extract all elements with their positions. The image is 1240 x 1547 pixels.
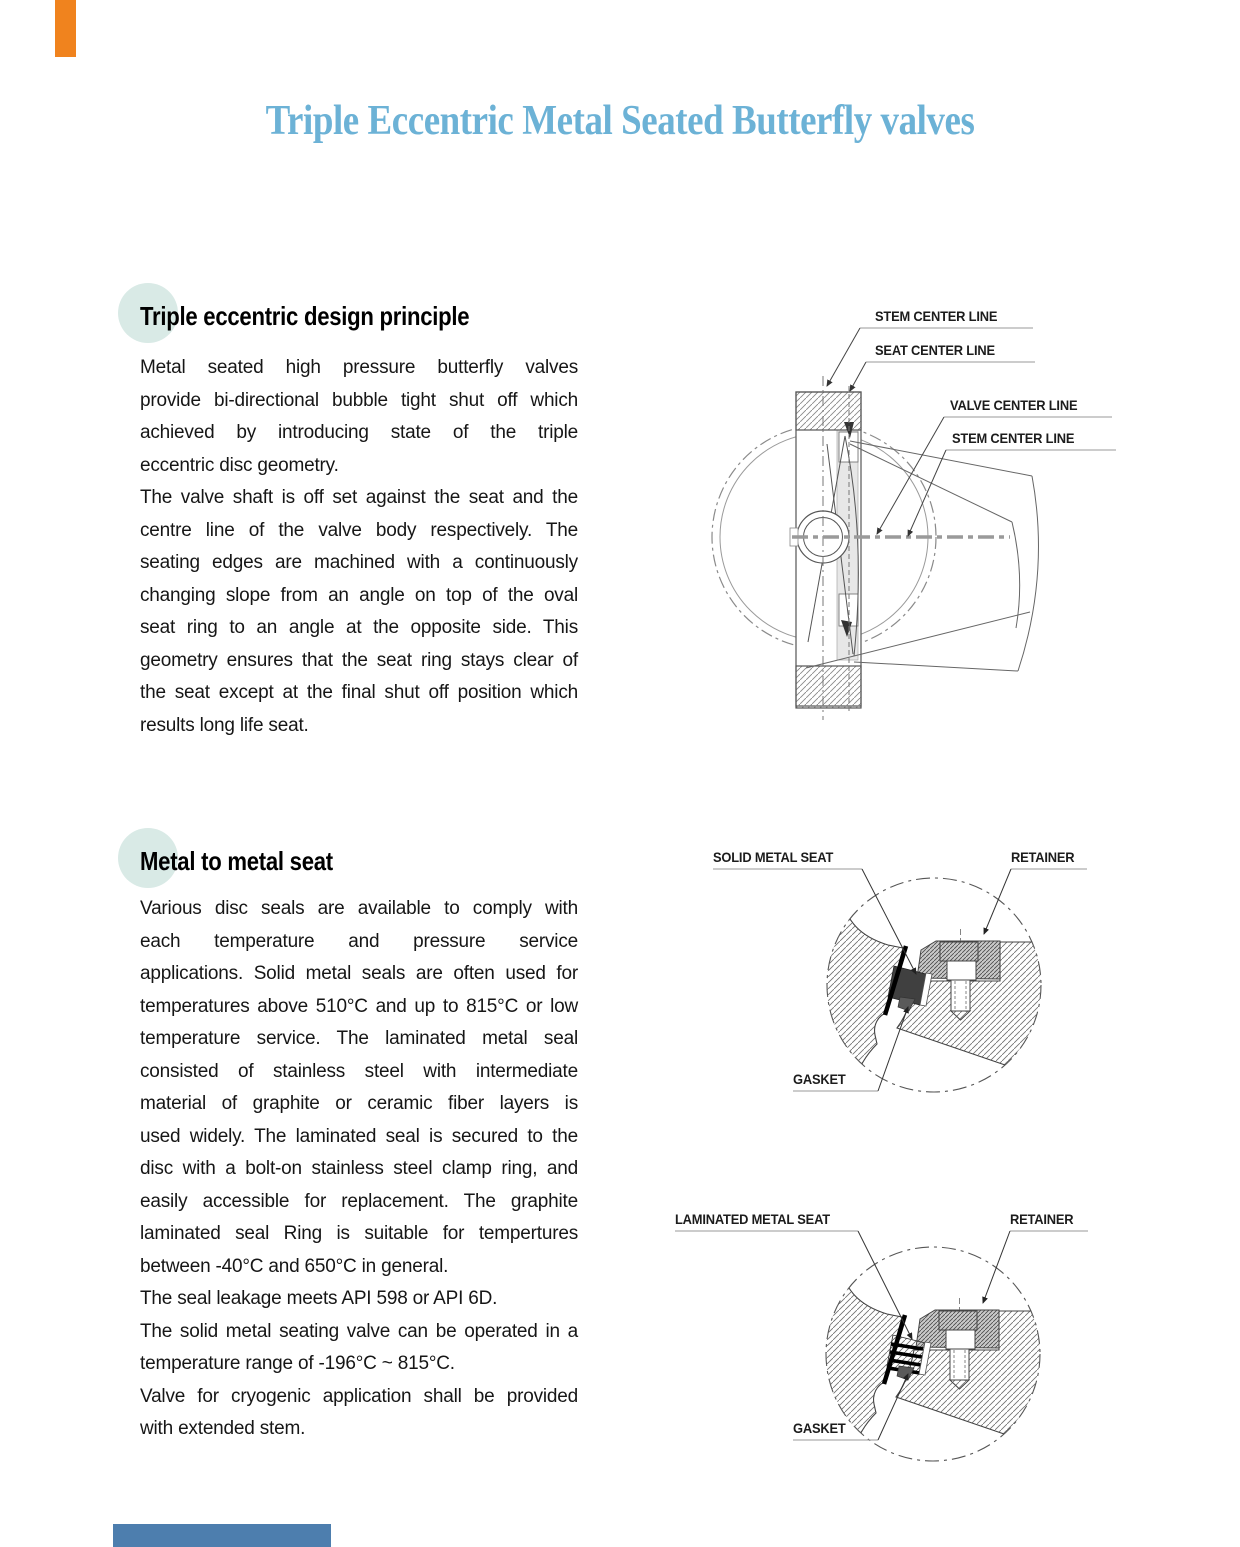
body-line: with extended stem. — [140, 1418, 306, 1439]
body-line: temperature range of -196°C ~ 815°C. — [140, 1353, 455, 1374]
body-line: achieved by introducing state of the triple — [140, 422, 578, 443]
diagram-triple-eccentric-valve — [680, 296, 1150, 746]
body-line: each temperature and pressure service — [140, 930, 578, 952]
body-line: easily accessible for replacement. The graphite — [140, 1190, 578, 1212]
label-stem-center-line-top: STEM CENTER LINE — [875, 308, 998, 324]
body-line: results long life seat. — [140, 714, 309, 736]
label-gasket: GASKET — [793, 1071, 846, 1087]
valve-section-drawing — [680, 296, 1150, 746]
page-title: Triple Eccentric Metal Seated Butterfly valves — [265, 98, 975, 144]
section-body-metal-seat — [140, 893, 578, 1446]
body-line: eccentric disc geometry. — [140, 454, 339, 476]
cross-section-bodies — [727, 1232, 1045, 1500]
label-retainer: RETAINER — [1010, 1211, 1074, 1227]
page-corner-orange-mark — [55, 0, 76, 57]
body-line: between -40°C and 650°C in general. — [140, 1255, 449, 1277]
label-gasket: GASKET — [793, 1420, 846, 1436]
body-line: Metal seated high pressure butterfly valves — [140, 357, 578, 378]
body-line: laminated seal Ring is suitable for tempertures — [140, 1223, 578, 1244]
label-solid-metal-seat: SOLID METAL SEAT — [713, 849, 834, 865]
body-line: seating edges are machined with a continuously — [140, 552, 578, 573]
body-line: changing slope from an angle on top of the oval — [140, 584, 578, 606]
body-line: temperature service. The laminated metal seal — [140, 1028, 578, 1049]
body-line: consisted of stainless steel with intermediate — [140, 1060, 578, 1082]
label-stem-center-line-bottom: STEM CENTER LINE — [952, 430, 1075, 446]
body-line: The seal leakage meets API 598 or API 6D. — [140, 1288, 498, 1309]
label-valve-center-line: VALVE CENTER LINE — [950, 397, 1078, 413]
body-line: applications. Solid metal seals are often used for — [140, 963, 578, 984]
body-line: the seat except at the final shut off position which — [140, 682, 578, 703]
section-body-design-principle — [140, 352, 578, 742]
body-line: Various disc seals are available to comply with — [140, 898, 578, 919]
label-retainer: RETAINER — [1011, 849, 1075, 865]
section-heading-metal-seat: Metal to metal seat — [140, 846, 333, 876]
body-line: geometry ensures that the seat ring stays clear of — [140, 649, 578, 671]
body-line: used widely. The laminated seal is secured to the — [140, 1125, 578, 1147]
body-line: disc with a bolt-on stainless steel clamp ring, and — [140, 1158, 578, 1179]
body-line: provide bi-directional bubble tight shut off which — [140, 389, 578, 411]
body-line: centre line of the valve body respectively. The — [140, 519, 578, 541]
laminated-seat-detail-drawing — [660, 1210, 1130, 1500]
label-seat-center-line: SEAT CENTER LINE — [875, 342, 995, 358]
footer-accent-bar — [113, 1524, 331, 1547]
solid-seat-detail-drawing — [690, 845, 1130, 1125]
diagram-laminated-metal-seat — [660, 1210, 1130, 1500]
body-line: The valve shaft is off set against the seat and the — [140, 487, 578, 508]
body-line: The solid metal seating valve can be operated in a — [140, 1320, 578, 1342]
diagram-solid-metal-seat — [690, 845, 1130, 1125]
section-heading-design-principle: Triple eccentric design principle — [140, 301, 470, 331]
body-line: seat ring to an angle at the opposite side. This — [140, 617, 578, 638]
body-line: temperatures above 510°C and up to 815°C or low — [140, 995, 578, 1017]
body-line: material of graphite or ceramic fiber layers is — [140, 1093, 578, 1114]
body-line: Valve for cryogenic application shall be provided — [140, 1385, 578, 1407]
label-laminated-metal-seat: LAMINATED METAL SEAT — [675, 1211, 830, 1227]
cross-section-bodies — [728, 863, 1046, 1125]
